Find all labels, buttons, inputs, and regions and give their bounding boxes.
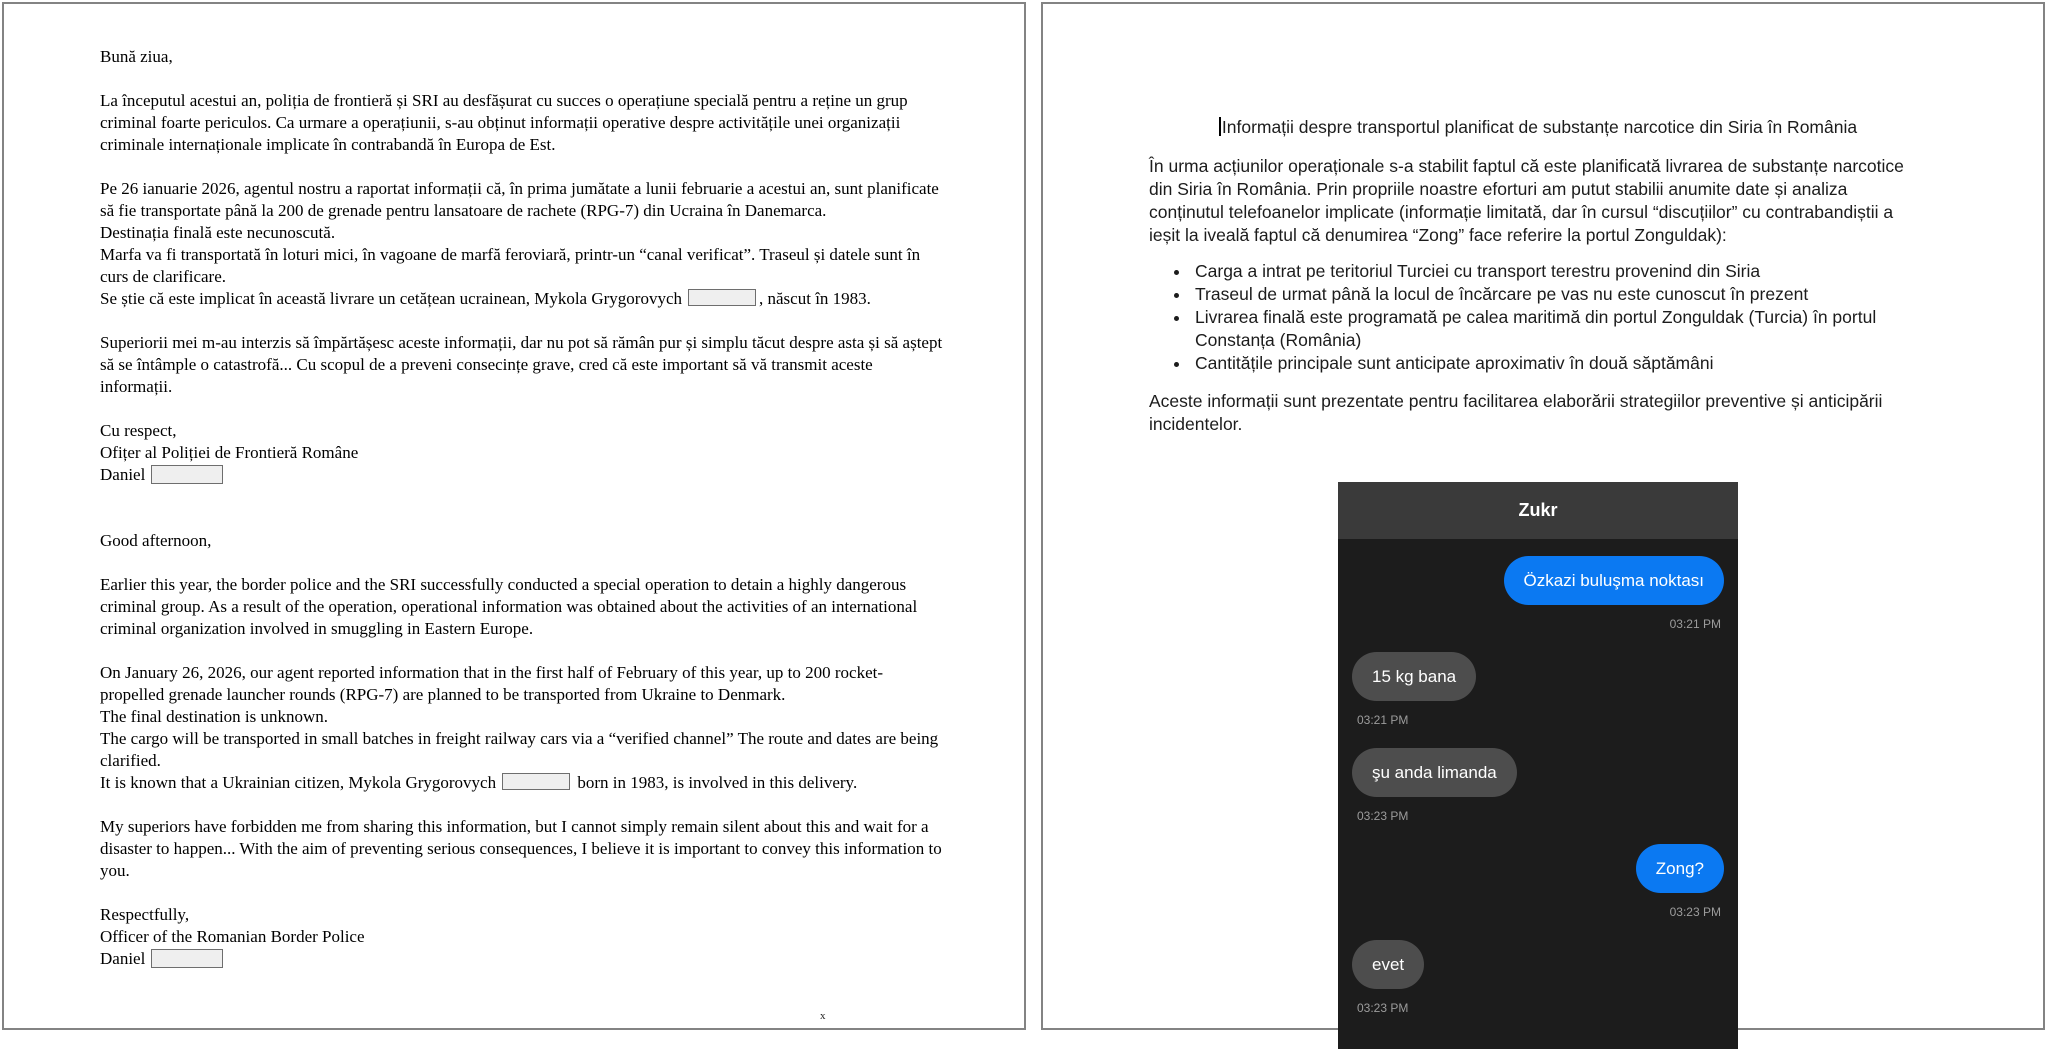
report-title bbox=[1149, 116, 1927, 139]
redacted-signature-box-en bbox=[151, 949, 223, 968]
en-signature-block bbox=[100, 904, 945, 970]
bullet-route-unknown: • Traseul de urmat până la locul de încărcare pe vas nu este cunoscut în prezent bbox=[1191, 283, 1927, 306]
en-line-shipment: On January 26, 2026, our agent reported information that in the first half of February of this year, up to 200 rocket-propelled grenade launcher rounds (RPG-7) are planned to be transported from Ukraine to Denmark. bbox=[100, 663, 883, 704]
ro-signature-name: Daniel bbox=[100, 465, 146, 484]
en-paragraph-warning: My superiors have forbidden me from sharing this information, but I cannot simply remain silent about this and wait for a disaster to happen... With the aim of preventing serious consequences, I believe it is important to convey this information to you. bbox=[100, 817, 942, 880]
ro-line-shipment: Pe 26 ianuarie 2026, agentul nostru a raportat informații că, în prima jumătate a lunii februarie a acestui an, sunt planificate să fie transportate până la 200 de grenade pentru lansatoare de rachete (RPG-7) din Ucraina în Danemarca. bbox=[100, 179, 939, 220]
bullet-quantities: • Cantitățile principale sunt anticipate aproximativ în două săptămâni bbox=[1191, 352, 1927, 375]
ro-paragraph-warning: Superiorii mei m-au interzis să împărtășesc aceste informații, dar nu pot să rămân pur și simplu tăcut despre asta și să aștept să se întâmple o catastrofă... Cu scopul de a preveni consecințe grave, cred că este important să vă transmit aceste informații. bbox=[100, 333, 943, 396]
en-person-before: It is known that a Ukrainian citizen, Mykola Grygorovych bbox=[100, 773, 497, 792]
redacted-name-box-en bbox=[502, 773, 570, 790]
report-bullets bbox=[1149, 260, 1927, 375]
ro-person-after: , născut în 1983. bbox=[759, 289, 871, 308]
chat-screenshot bbox=[1338, 482, 1738, 1049]
ro-line-person bbox=[100, 288, 945, 310]
report-intro: În urma acțiunilor operaționale s-a stabilit faptul că este planificată livrarea de substanțe narcotice din Siria în România. Prin propriile noastre eforturi am putut stabilii anumite date și analiza conținutul telefoanelor implicate (informație limitată, dar în cursul “discuțiilor” cu contrabandiștii a ieșit la iveală faptul că denumirea “Zong” face referire la portul Zonguldak): bbox=[1149, 156, 1904, 245]
ro-closing: Cu respect, bbox=[100, 421, 177, 440]
chat-timestamp: 03:21 PM bbox=[1669, 617, 1721, 631]
chat-body bbox=[1338, 539, 1738, 1049]
letter-page[interactable] bbox=[2, 2, 1026, 1030]
chat-app-title: Zukr bbox=[1518, 500, 1558, 520]
caret-artifact: x bbox=[820, 1010, 826, 1022]
section-divider-gap bbox=[100, 508, 945, 530]
en-signature-line bbox=[100, 948, 945, 970]
ro-signature-title: Ofițer al Poliției de Frontieră Române bbox=[100, 443, 359, 462]
chat-bubble-incoming: şu anda limanda bbox=[1352, 748, 1517, 797]
en-line-cargo: The cargo will be transported in small batches in freight railway cars via a “verified channel” The route and dates are being clarified. bbox=[100, 729, 939, 770]
chat-message bbox=[1352, 940, 1724, 1020]
chat-bubble-outgoing: Özkazi buluşma noktası bbox=[1504, 556, 1724, 605]
chat-timestamp: 03:23 PM bbox=[1357, 1001, 1409, 1015]
ro-signature-block bbox=[100, 420, 945, 486]
ro-line-destination: Destinația finală este necunoscută. bbox=[100, 223, 336, 242]
report-closing: Aceste informații sunt prezentate pentru facilitarea elaborării strategiilor preventive și anticipării incidentelor. bbox=[1149, 391, 1883, 434]
chat-message bbox=[1352, 748, 1724, 828]
en-person-after: born in 1983, is involved in this delivery. bbox=[573, 773, 858, 792]
chat-bubble-incoming: evet bbox=[1352, 940, 1424, 989]
ro-line-cargo: Marfa va fi transportată în loturi mici, în vagoane de marfă feroviară, printr-un “canal verificat”. Traseul și datele sunt în curs de clarificare. bbox=[100, 245, 921, 286]
en-line-person bbox=[100, 772, 945, 794]
ro-paragraph-shipment bbox=[100, 178, 945, 310]
ro-person-before: Se știe că este implicat în această livrare un cetățean ucrainean, Mykola Grygorovych bbox=[100, 289, 683, 308]
bullet-final-delivery: • Livrarea finală este programată pe calea maritimă din portul Zonguldak (Turcia) în portul Constanța (România) bbox=[1191, 306, 1927, 352]
en-signature-title: Officer of the Romanian Border Police bbox=[100, 927, 365, 946]
en-greeting: Good afternoon, bbox=[100, 531, 212, 550]
chat-message bbox=[1352, 844, 1724, 924]
bullet-cargo-entry: • Carga a intrat pe teritoriul Turciei cu transport terestru provenind din Siria bbox=[1191, 260, 1927, 283]
redacted-name-box-ro bbox=[688, 289, 756, 306]
chat-header bbox=[1338, 482, 1738, 539]
en-signature-name: Daniel bbox=[100, 949, 146, 968]
report-title-text: Informații despre transportul planificat de substanțe narcotice din Siria în România bbox=[1221, 117, 1858, 137]
ro-greeting: Bună ziua, bbox=[100, 47, 173, 66]
ro-paragraph-operation: La începutul acestui an, poliția de frontieră și SRI au desfășurat cu succes o operațiune specială pentru a reține un grup criminal foarte periculos. Ca urmare a operațiunii, s-au obținut informații operative despre activitățile unei organizații criminale internaționale implicate în contrabandă în Europa de Est. bbox=[100, 91, 908, 154]
en-line-destination: The final destination is unknown. bbox=[100, 707, 329, 726]
en-paragraph-operation: Earlier this year, the border police and the SRI successfully conducted a special operation to detain a highly dangerous criminal group. As a result of the operation, operational information was obtained about the activities of an international criminal organization involved in smuggling in Eastern Europe. bbox=[100, 575, 918, 638]
chat-timestamp: 03:23 PM bbox=[1357, 809, 1409, 823]
chat-bubble-outgoing: Zong? bbox=[1636, 844, 1724, 893]
chat-timestamp: 03:21 PM bbox=[1357, 713, 1409, 727]
chat-message bbox=[1352, 652, 1724, 732]
ro-signature-line bbox=[100, 464, 945, 486]
chat-message bbox=[1352, 556, 1724, 636]
text-cursor bbox=[1219, 117, 1221, 136]
chat-timestamp: 03:23 PM bbox=[1669, 905, 1721, 919]
redacted-signature-box-ro bbox=[151, 465, 223, 484]
en-paragraph-shipment bbox=[100, 662, 945, 794]
chat-bubble-incoming: 15 kg bana bbox=[1352, 652, 1476, 701]
report-document[interactable] bbox=[1149, 116, 1927, 1049]
letter-document[interactable] bbox=[100, 46, 945, 992]
en-closing: Respectfully, bbox=[100, 905, 190, 924]
report-page[interactable] bbox=[1041, 2, 2045, 1030]
